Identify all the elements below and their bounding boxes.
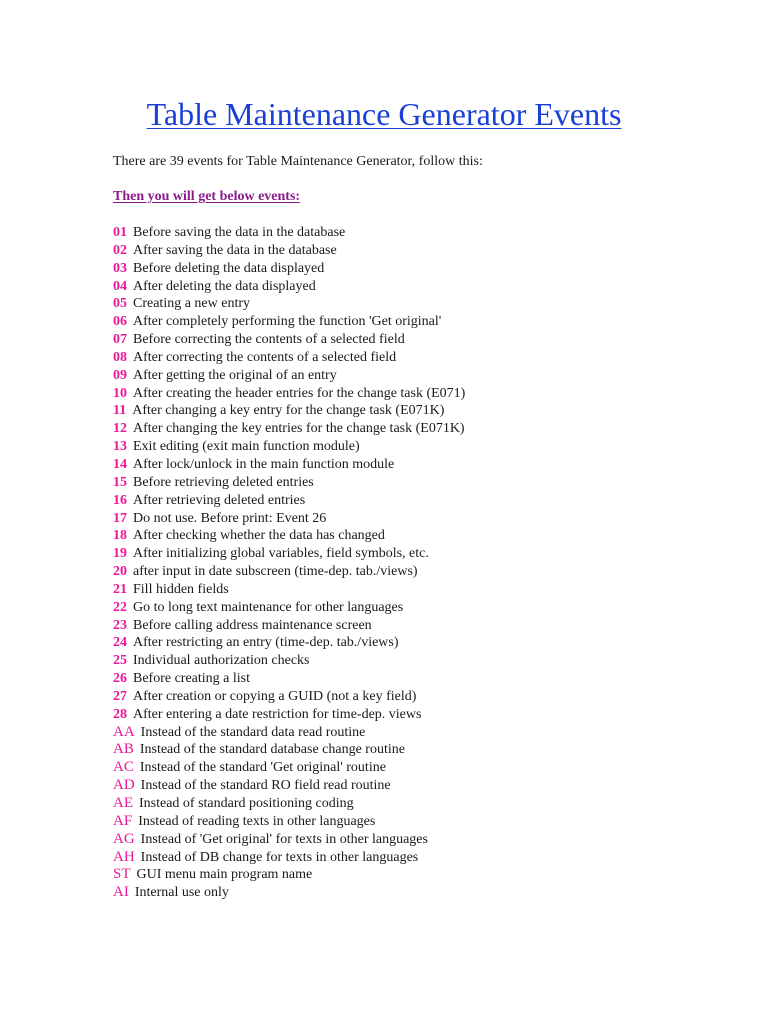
event-code: 15 — [113, 474, 127, 490]
event-item — [113, 492, 465, 510]
event-description: Instead of 'Get original' for texts in other languages — [140, 831, 428, 847]
event-description: After creation or copying a GUID (not a key field) — [133, 688, 417, 704]
event-description: After deleting the data displayed — [133, 278, 316, 294]
event-code: 25 — [113, 653, 127, 669]
event-item — [113, 866, 465, 884]
event-item — [113, 510, 465, 528]
event-code: ST — [113, 866, 131, 883]
event-item — [113, 670, 465, 688]
event-item — [113, 474, 465, 492]
event-code: 11 — [113, 403, 127, 419]
event-item — [113, 367, 465, 385]
event-description: After initializing global variables, field symbols, etc. — [133, 546, 429, 562]
event-code: 07 — [113, 332, 127, 348]
event-code: 28 — [113, 706, 127, 722]
event-item — [113, 634, 465, 652]
event-description: After restricting an entry (time-dep. tab./views) — [133, 635, 399, 651]
event-code: AG — [113, 830, 135, 847]
event-description: After changing a key entry for the change task (E071K) — [132, 403, 445, 419]
event-code: 18 — [113, 528, 127, 544]
event-code: 17 — [113, 510, 127, 526]
event-item — [113, 402, 465, 420]
event-description: GUI menu main program name — [136, 867, 313, 883]
event-code: AF — [113, 812, 133, 829]
intro-text: There are 39 events for Table Maintenance Generator, follow this: — [113, 154, 483, 169]
event-description: After saving the data in the database — [133, 242, 337, 258]
page-title: Table Maintenance Generator Events — [146, 96, 622, 132]
event-item — [113, 349, 465, 367]
event-item — [113, 741, 465, 759]
event-code: AH — [113, 848, 135, 865]
event-code: AA — [113, 723, 135, 740]
event-item — [113, 724, 465, 742]
events-list — [113, 224, 465, 902]
event-code: AB — [113, 741, 134, 758]
event-item — [113, 385, 465, 403]
event-code: 08 — [113, 349, 127, 365]
event-description: Before deleting the data displayed — [133, 260, 325, 276]
event-description: Instead of DB change for texts in other languages — [140, 849, 419, 865]
event-code: 24 — [113, 635, 127, 651]
event-item — [113, 331, 465, 349]
event-item — [113, 599, 465, 617]
event-code: 06 — [113, 314, 127, 330]
event-item — [113, 438, 465, 456]
event-description: Instead of the standard data read routine — [140, 724, 366, 740]
event-description: Do not use. Before print: Event 26 — [133, 510, 327, 526]
event-description: Creating a new entry — [133, 296, 251, 312]
event-code: 21 — [113, 581, 127, 597]
event-description: Before saving the data in the database — [133, 225, 346, 240]
event-item — [113, 581, 465, 599]
event-item — [113, 242, 465, 260]
events-subheading: Then you will get below events: — [113, 189, 301, 204]
event-description: Go to long text maintenance for other languages — [133, 599, 404, 615]
event-description: Instead of the standard database change routine — [139, 742, 405, 758]
event-code: 03 — [113, 260, 127, 276]
event-item — [113, 224, 465, 242]
event-description: Before correcting the contents of a selected field — [133, 332, 405, 348]
event-code: 27 — [113, 688, 127, 704]
event-item — [113, 313, 465, 331]
event-item — [113, 563, 465, 581]
event-code: 13 — [113, 439, 127, 455]
event-description: Instead of reading texts in other languages — [138, 813, 376, 829]
event-code: 14 — [113, 456, 127, 472]
event-description: after input in date subscreen (time-dep. tab./views) — [133, 564, 418, 580]
event-code: 01 — [113, 225, 127, 240]
event-description: Individual authorization checks — [133, 653, 310, 669]
event-item — [113, 295, 465, 313]
event-description: Exit editing (exit main function module) — [133, 439, 360, 455]
event-description: After entering a date restriction for time-dep. views — [133, 706, 422, 722]
event-code: 20 — [113, 564, 127, 580]
event-description: After lock/unlock in the main function module — [133, 456, 395, 472]
event-description: After completely performing the function 'Get original' — [133, 314, 442, 330]
event-description: After checking whether the data has changed — [133, 528, 385, 544]
event-item — [113, 420, 465, 438]
event-code: 10 — [113, 385, 127, 401]
event-description: After creating the header entries for the change task (E071) — [133, 385, 466, 401]
event-description: Internal use only — [134, 885, 229, 901]
event-code: 26 — [113, 671, 127, 687]
event-description: Before calling address maintenance screen — [133, 617, 372, 633]
event-item — [113, 652, 465, 670]
event-description: Fill hidden fields — [133, 581, 229, 597]
event-description: After correcting the contents of a selected field — [133, 349, 397, 365]
event-code: 04 — [113, 278, 127, 294]
event-description: Instead of the standard 'Get original' routine — [139, 760, 386, 776]
event-code: 22 — [113, 599, 127, 615]
event-item — [113, 545, 465, 563]
event-code: 16 — [113, 492, 127, 508]
event-item — [113, 278, 465, 296]
event-item — [113, 527, 465, 545]
event-code: 12 — [113, 421, 127, 437]
event-description: Instead of standard positioning coding — [139, 796, 354, 811]
event-code: 05 — [113, 296, 127, 312]
event-description: Instead of the standard RO field read routine — [140, 778, 391, 794]
event-item — [113, 831, 465, 849]
event-item — [113, 706, 465, 724]
event-code: AI — [113, 884, 129, 901]
event-item — [113, 759, 465, 777]
event-item — [113, 884, 465, 902]
event-item — [113, 456, 465, 474]
event-description: After getting the original of an entry — [133, 367, 337, 383]
event-code: 09 — [113, 367, 127, 383]
event-description: Before creating a list — [133, 671, 251, 687]
event-item — [113, 849, 465, 867]
event-description: After changing the key entries for the change task (E071K) — [133, 421, 465, 437]
event-code: 23 — [113, 617, 127, 633]
event-item — [113, 795, 465, 813]
event-item — [113, 777, 465, 795]
event-item — [113, 813, 465, 831]
event-item — [113, 688, 465, 706]
event-description: Before retrieving deleted entries — [133, 474, 314, 490]
event-code: 02 — [113, 242, 127, 258]
event-code: AD — [113, 777, 135, 794]
event-description: After retrieving deleted entries — [133, 492, 306, 508]
event-code: AC — [113, 759, 134, 776]
event-code: 19 — [113, 546, 127, 562]
event-item — [113, 617, 465, 635]
event-item — [113, 260, 465, 278]
event-code: AE — [113, 795, 133, 811]
